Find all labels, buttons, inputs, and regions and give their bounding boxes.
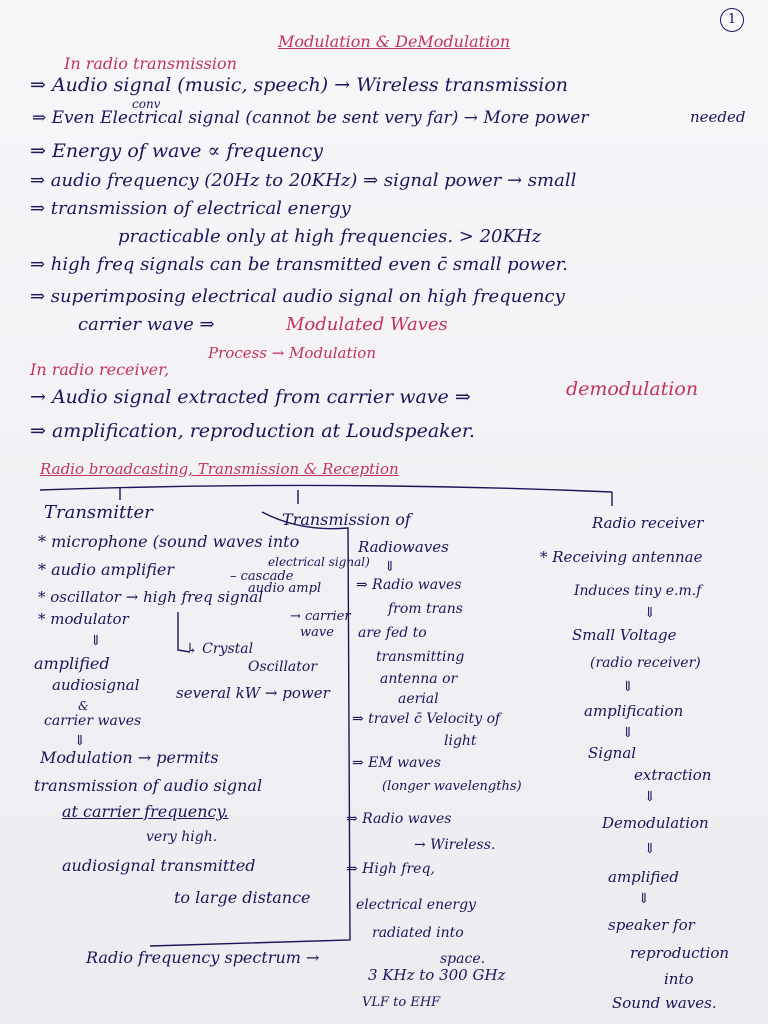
receiver-item: Induces tiny e.m.f (574, 583, 702, 599)
down-arrow-icon: ⇓ (644, 789, 656, 805)
transmission-item: ⇒ Radio waves (356, 577, 462, 593)
receiver-item: speaker for (608, 916, 695, 934)
transmitter-item: → carrier (290, 609, 351, 624)
receiver-item: amplified (608, 868, 679, 886)
down-arrow-icon: ⇓ (644, 841, 656, 857)
transmitter-item: electrical signal) (268, 555, 370, 569)
down-arrow-icon: ⇓ (384, 559, 396, 575)
receiver-item: extraction (634, 766, 712, 784)
note-line: practicable only at high frequencies. > 20KHz (118, 226, 542, 247)
down-arrow-icon: ⇓ (622, 679, 634, 695)
transmission-item: ⇒ Radio waves (346, 811, 452, 827)
transmitter-item: * audio amplifier (38, 560, 174, 579)
transmission-item: aerial (398, 691, 439, 707)
note-line: ⇒ high freq signals can be transmitted even c̄ small power. (30, 254, 568, 275)
receiver-item: reproduction (630, 944, 730, 962)
note-annotation: conv (132, 97, 161, 111)
transmitter-item: at carrier frequency. (62, 802, 229, 821)
transmission-item: transmitting (376, 649, 465, 665)
transmitter-item: * microphone (sound waves into (38, 532, 300, 551)
transmitter-item: * modulator (38, 610, 129, 628)
transmission-item: are fed to (358, 625, 427, 641)
section-heading-broadcasting: Radio broadcasting, Transmission & Reception (40, 460, 399, 478)
receiver-item: (radio receiver) (590, 655, 701, 671)
transmission-item: ⇒ EM waves (352, 755, 441, 771)
transmission-item: (longer wavelengths) (382, 779, 522, 794)
spectrum-label: Radio frequency spectrum → (86, 948, 320, 967)
transmission-item: from trans (388, 601, 463, 617)
transmission-title: Transmission of (282, 510, 411, 529)
transmission-item: electrical energy (356, 897, 476, 913)
transmission-item: antenna or (380, 671, 458, 687)
note-line: ⇒ audio frequency (20Hz to 20KHz) ⇒ signal power → small (30, 170, 577, 191)
transmitter-item: audiosignal transmitted (62, 856, 256, 875)
transmitter-item: * oscillator → high freq signal (38, 588, 264, 606)
transmitter-item: transmission of audio signal (34, 776, 263, 795)
note-line: ⇒ Even Electrical signal (cannot be sent very far) → More power (32, 108, 589, 128)
transmission-item: ⇒ High freq, (346, 861, 435, 877)
transmission-item: Radiowaves (358, 538, 449, 556)
note-line: ⇒ superimposing electrical audio signal on high frequency (30, 286, 565, 307)
transmitter-item: carrier waves (44, 713, 142, 729)
note-annotation: needed (690, 108, 746, 126)
transmitter-item: Modulation → permits (40, 748, 219, 767)
down-arrow-icon: ⇓ (622, 725, 634, 741)
transmitter-item: amplified (34, 654, 110, 673)
transmitter-item: – cascade (230, 569, 294, 584)
receiver-item: into (664, 970, 694, 988)
down-arrow-icon: ⇓ (638, 891, 650, 907)
note-line: ⇒ Energy of wave ∝ frequency (30, 140, 323, 162)
note-line: ⇒ Audio signal (music, speech) → Wireless transmission (30, 74, 569, 96)
receiver-title: Radio receiver (592, 514, 704, 532)
transmitter-item: audiosignal (52, 676, 140, 694)
transmitter-item: audio ampl (248, 581, 322, 596)
receiver-item: Signal (588, 744, 637, 762)
modulated-waves-label: Modulated Waves (286, 314, 448, 335)
spectrum-bands: VLF to EHF (362, 995, 441, 1010)
transmission-item: radiated into (372, 925, 464, 941)
receiver-item: Sound waves. (612, 994, 717, 1012)
receiver-item: amplification (584, 702, 684, 720)
demodulation-label: demodulation (566, 378, 699, 400)
down-arrow-icon: ⇓ (644, 605, 656, 621)
note-line: ⇒ transmission of electrical energy (30, 198, 351, 219)
transmission-item: → Wireless. (414, 837, 496, 853)
page-title: Modulation & DeModulation (278, 32, 511, 51)
down-arrow-icon: ⇓ (74, 733, 86, 749)
transmitter-item: Oscillator (248, 659, 318, 675)
note-line: ⇒ amplification, reproduction at Loudspeaker. (30, 420, 475, 442)
receiver-item: * Receiving antennae (540, 548, 703, 566)
transmission-item: space. (440, 951, 486, 967)
receiver-item: Demodulation (602, 814, 709, 832)
section-heading-receiver: In radio receiver, (30, 360, 170, 379)
transmitter-item: wave (300, 625, 334, 640)
page-number: 1 (720, 8, 744, 32)
transmitter-item: very high. (146, 829, 218, 845)
down-arrow-icon: ⇓ (90, 633, 102, 649)
transmitter-item: & (78, 699, 89, 713)
transmission-item: ⇒ travel c̄ Velocity of (352, 711, 501, 727)
spectrum-range: 3 KHz to 300 GHz (368, 966, 506, 984)
transmitter-item: ↳ Crystal (186, 641, 254, 657)
note-line: → Audio signal extracted from carrier wave ⇒ (30, 386, 471, 408)
section-heading-transmission: In radio transmission (64, 54, 237, 73)
process-label: Process → Modulation (208, 344, 376, 362)
transmitter-item: to large distance (174, 888, 311, 907)
receiver-item: Small Voltage (572, 626, 677, 644)
transmission-item: light (444, 733, 477, 749)
transmitter-title: Transmitter (44, 502, 153, 523)
transmitter-item: several kW → power (176, 684, 330, 702)
note-line: carrier wave ⇒ (78, 314, 215, 335)
